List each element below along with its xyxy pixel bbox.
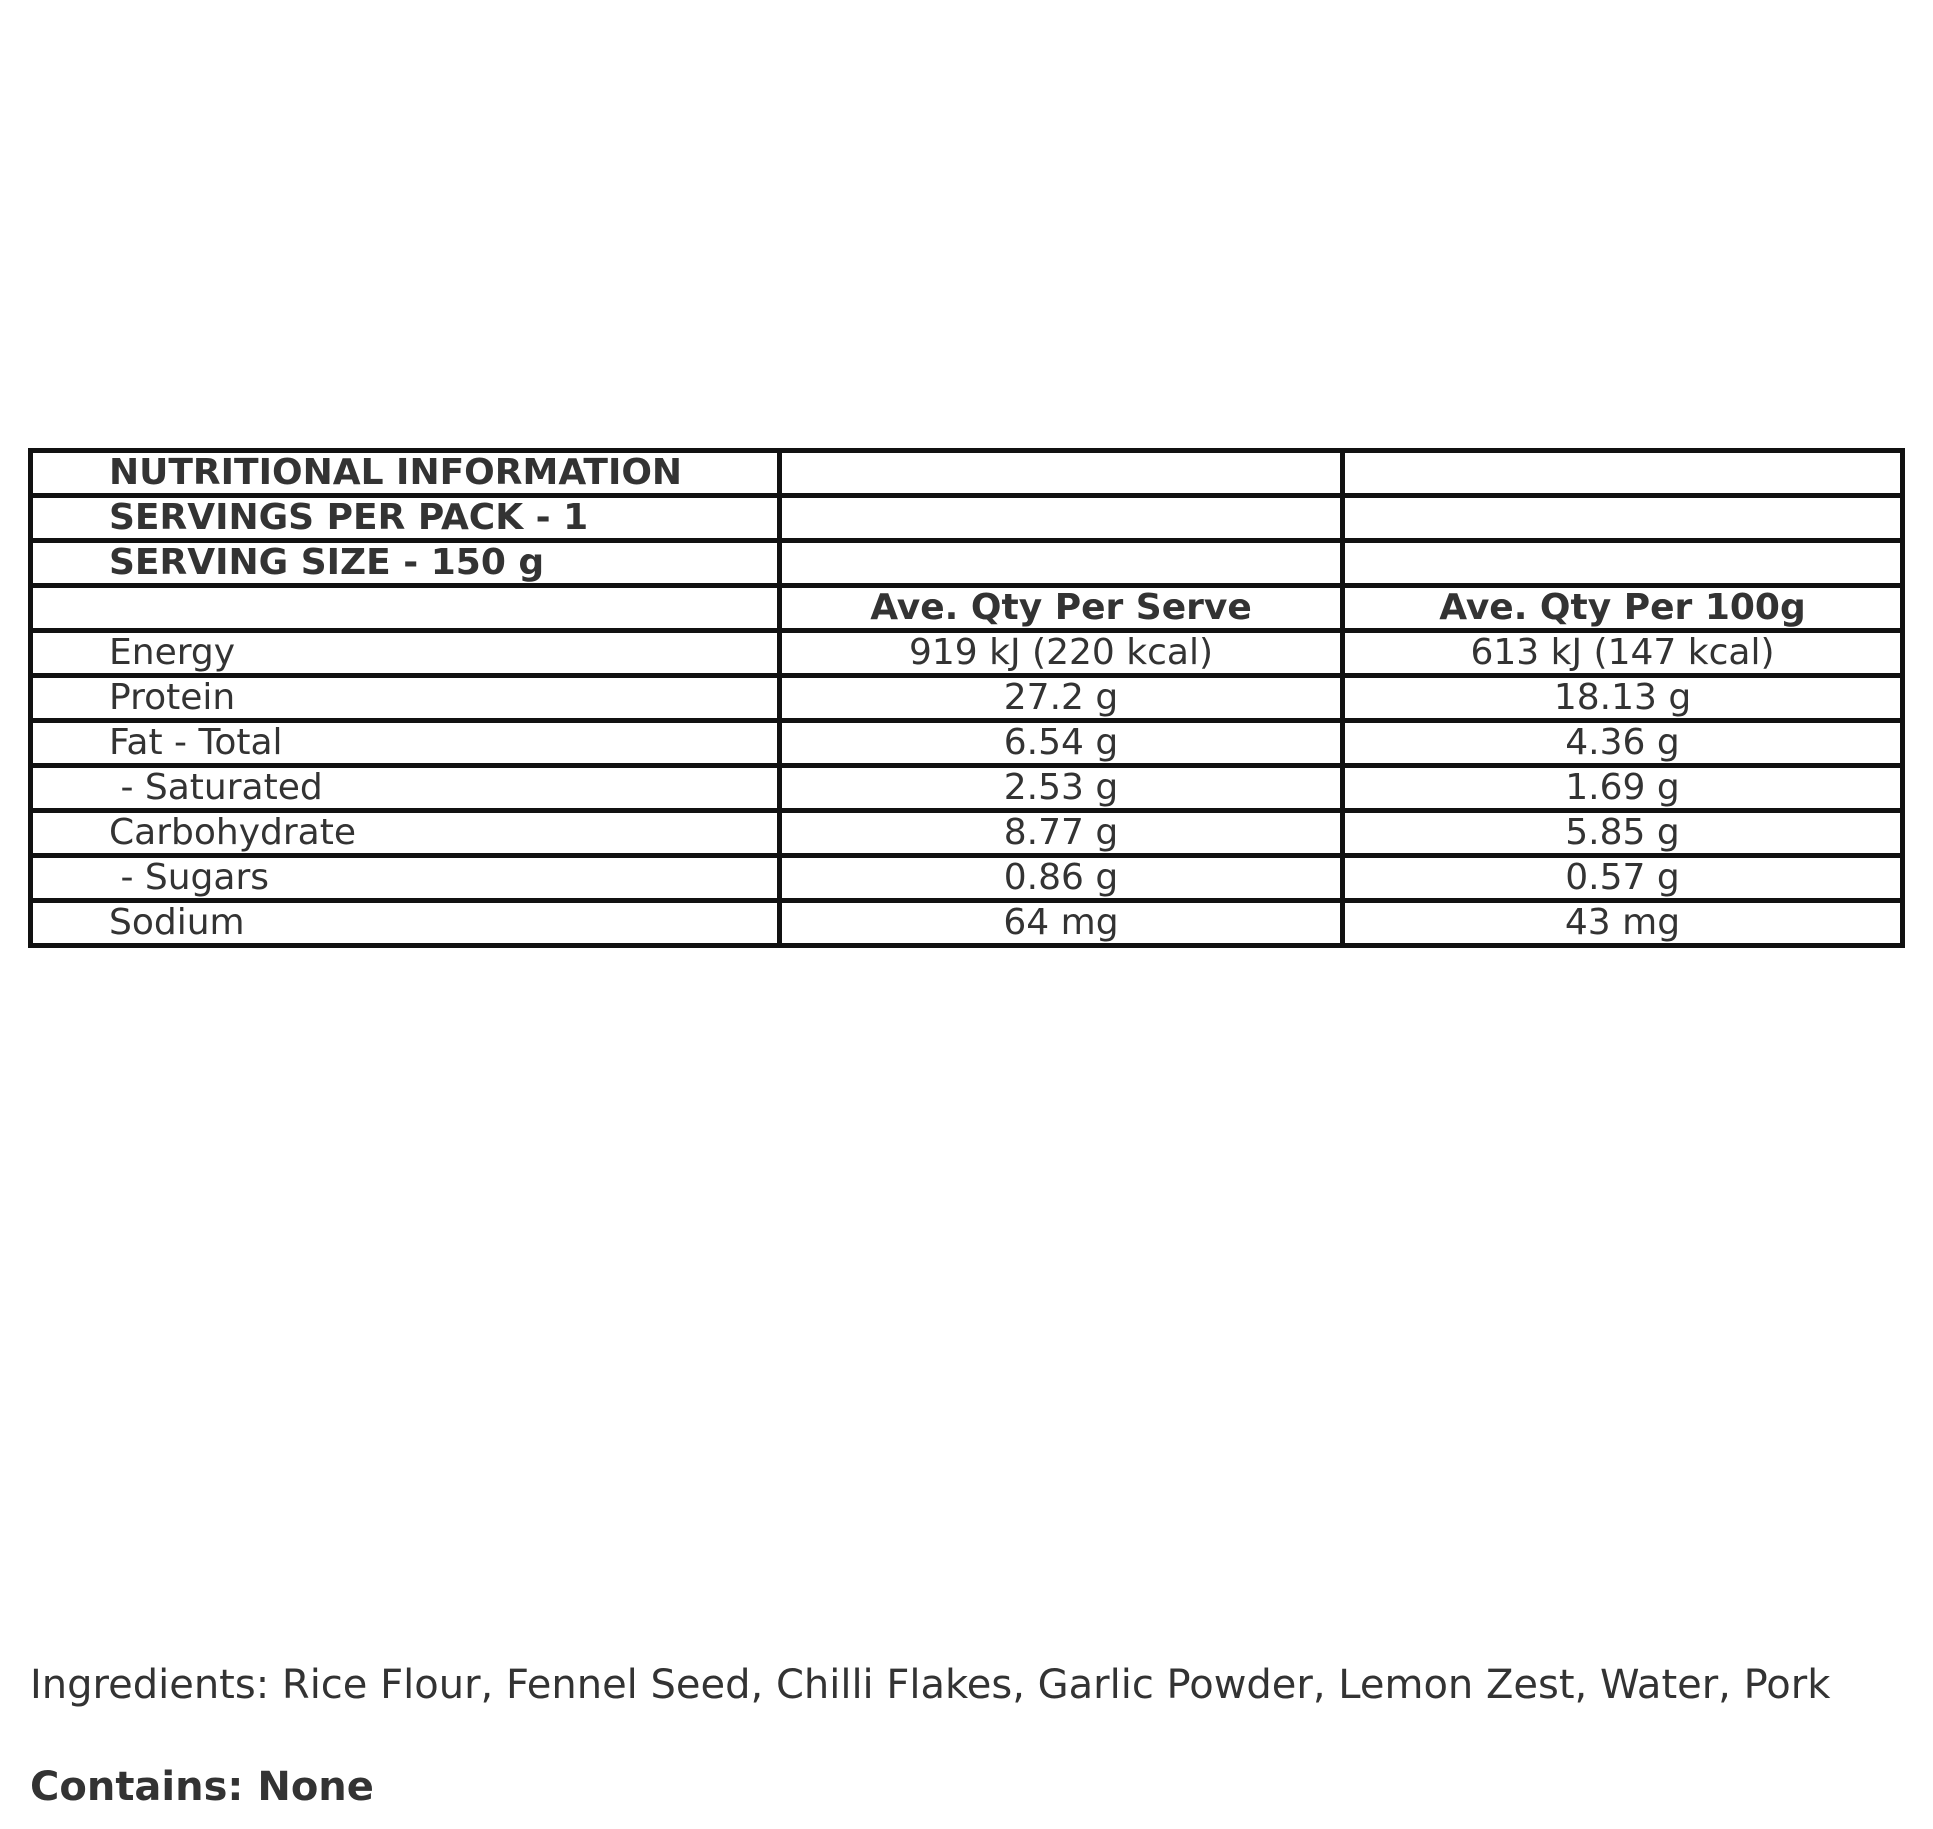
- per-serve-value: 27.2 g: [780, 676, 1343, 721]
- nutrient-label: - Saturated: [31, 766, 780, 811]
- serving-size: SERVING SIZE - 150 g: [31, 541, 780, 586]
- per-serve-value: 2.53 g: [780, 766, 1343, 811]
- empty-cell: [780, 451, 1343, 496]
- nutrient-label: Fat - Total: [31, 721, 780, 766]
- per-serve-value: 8.77 g: [780, 811, 1343, 856]
- empty-cell: [780, 541, 1343, 586]
- table-row: [31, 811, 1903, 856]
- nutrient-label: Sodium: [31, 901, 780, 946]
- table-row: [31, 766, 1903, 811]
- empty-cell: [1343, 496, 1903, 541]
- table-row: [31, 631, 1903, 676]
- servings-row: [31, 496, 1903, 541]
- allergen-contains-text: Contains: None: [30, 1764, 374, 1810]
- per-serve-value: 0.86 g: [780, 856, 1343, 901]
- nutrition-title: NUTRITIONAL INFORMATION: [31, 451, 780, 496]
- empty-cell: [1343, 451, 1903, 496]
- empty-cell: [31, 586, 780, 631]
- nutrient-label: Carbohydrate: [31, 811, 780, 856]
- serving-size-row: [31, 541, 1903, 586]
- empty-cell: [1343, 541, 1903, 586]
- table-row: [31, 901, 1903, 946]
- empty-cell: [780, 496, 1343, 541]
- nutrient-label: - Sugars: [31, 856, 780, 901]
- per-100g-value: 1.69 g: [1343, 766, 1903, 811]
- nutrition-table: [28, 448, 1905, 948]
- column-header-row: [31, 586, 1903, 631]
- column-header-per-100g: Ave. Qty Per 100g: [1343, 586, 1903, 631]
- per-serve-value: 64 mg: [780, 901, 1343, 946]
- table-row: [31, 721, 1903, 766]
- title-row: [31, 451, 1903, 496]
- column-header-per-serve: Ave. Qty Per Serve: [780, 586, 1343, 631]
- per-100g-value: 0.57 g: [1343, 856, 1903, 901]
- table-row: [31, 676, 1903, 721]
- per-100g-value: 5.85 g: [1343, 811, 1903, 856]
- nutrient-label: Protein: [31, 676, 780, 721]
- per-100g-value: 43 mg: [1343, 901, 1903, 946]
- per-serve-value: 919 kJ (220 kcal): [780, 631, 1343, 676]
- per-100g-value: 4.36 g: [1343, 721, 1903, 766]
- servings-per-pack: SERVINGS PER PACK - 1: [31, 496, 780, 541]
- ingredients-text: Ingredients: Rice Flour, Fennel Seed, Chilli Flakes, Garlic Powder, Lemon Zest, Water, Pork: [30, 1662, 1831, 1708]
- per-100g-value: 18.13 g: [1343, 676, 1903, 721]
- nutrient-label: Energy: [31, 631, 780, 676]
- table-row: [31, 856, 1903, 901]
- per-100g-value: 613 kJ (147 kcal): [1343, 631, 1903, 676]
- per-serve-value: 6.54 g: [780, 721, 1343, 766]
